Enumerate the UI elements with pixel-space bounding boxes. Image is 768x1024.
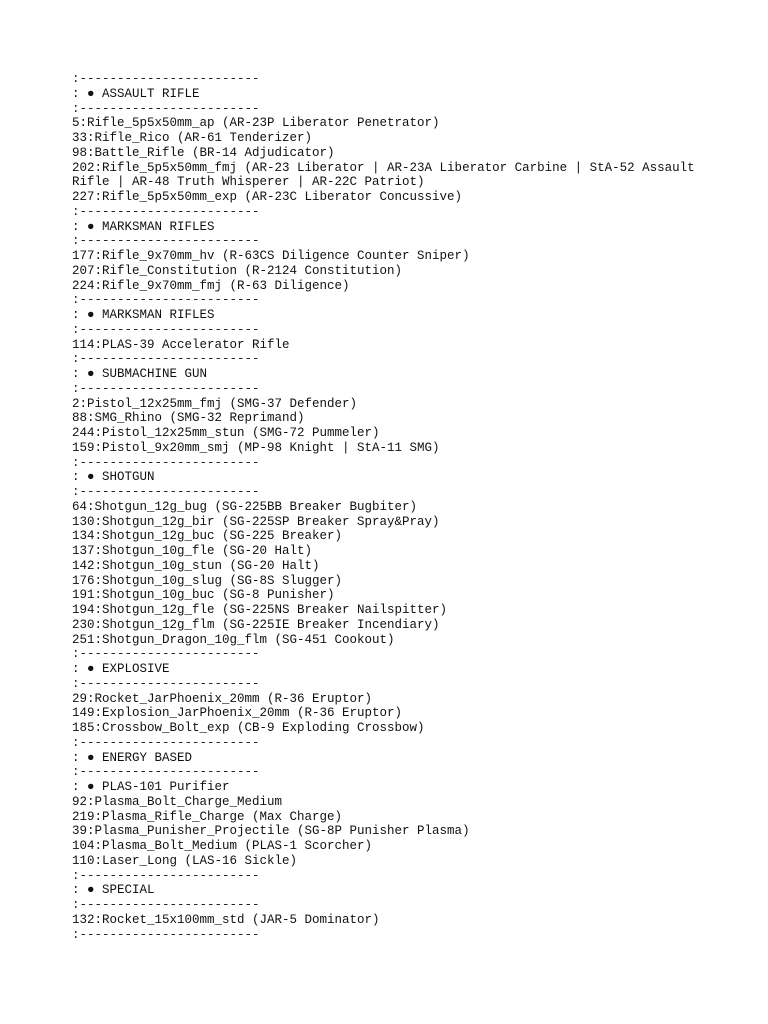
section-divider: :------------------------ (72, 381, 260, 396)
weapon-entry: 104:Plasma_Bolt_Medium (PLAS-1 Scorcher) (72, 839, 373, 853)
weapon-entry: 251:Shotgun_Dragon_10g_flm (SG-451 Cookout) (72, 632, 395, 647)
section-heading: : ● MARKSMAN RIFLES (72, 308, 215, 322)
weapon-entry: 114:PLAS-39 Accelerator Rifle (72, 337, 290, 352)
section-divider: :------------------------ (72, 234, 260, 249)
section-divider: :------------------------ (72, 352, 260, 367)
weapon-entry: 132:Rocket_15x100mm_std (JAR-5 Dominator) (72, 912, 380, 927)
weapon-entry: 5:Rifle_5p5x50mm_ap (AR-23P Liberator Penetrator) (72, 116, 440, 131)
section-divider: :------------------------ (72, 898, 260, 912)
section-divider: :------------------------ (72, 868, 260, 883)
weapon-entry: 29:Rocket_JarPhoenix_20mm (R-36 Eruptor) (72, 691, 373, 706)
weapon-entry: 134:Shotgun_12g_buc (SG-225 Breaker) (72, 529, 343, 544)
weapon-entry: 185:Crossbow_Bolt_exp (CB-9 Exploding Crossbow) (72, 721, 425, 735)
section-divider: :------------------------ (72, 293, 260, 308)
section-heading: : ● ENERGY BASED (72, 750, 193, 765)
weapon-entry: 202:Rifle_5p5x50mm_fmj (AR-23 Liberator | AR-23A Liberator Carbine | StA-52 Assault Rifle | AR-48 Truth Whisperer | AR-22C Patriot) (72, 160, 703, 190)
weapon-entry: 33:Rifle_Rico (AR-61 Tenderizer) (72, 131, 313, 145)
weapon-entry: 137:Shotgun_10g_fle (SG-20 Halt) (72, 544, 313, 558)
weapon-entry: 230:Shotgun_12g_flm (SG-225IE Breaker Incendiary) (72, 617, 440, 632)
section-heading: : ● SHOTGUN (72, 470, 155, 485)
weapon-entry: 39:Plasma_Punisher_Projectile (SG-8P Punisher Plasma) (72, 824, 470, 839)
section-divider: :------------------------ (72, 455, 260, 470)
section-heading: : ● PLAS-101 Purifier (72, 780, 230, 794)
section-heading: : ● ASSAULT RIFLE (72, 86, 200, 101)
weapon-entry: 207:Rifle_Constitution (R-2124 Constitution) (72, 263, 403, 278)
weapon-entry: 64:Shotgun_12g_bug (SG-225BB Breaker Bugbiter) (72, 499, 418, 514)
section-divider: :------------------------ (72, 676, 260, 691)
weapon-entry: 224:Rifle_9x70mm_fmj (R-63 Diligence) (72, 278, 350, 293)
section-heading: : ● EXPLOSIVE (72, 662, 170, 676)
section-divider: :------------------------ (72, 322, 260, 337)
section-divider: :------------------------ (72, 765, 260, 780)
weapon-entry: 191:Shotgun_10g_buc (SG-8 Punisher) (72, 588, 335, 603)
section-divider: :------------------------ (72, 72, 260, 86)
weapon-entry: 130:Shotgun_12g_bir (SG-225SP Breaker Spray&Pray) (72, 514, 440, 529)
weapon-entry: 110:Laser_Long (LAS-16 Sickle) (72, 853, 298, 868)
weapon-entry: 176:Shotgun_10g_slug (SG-8S Slugger) (72, 573, 343, 588)
section-divider: :------------------------ (72, 101, 260, 116)
section-divider: :------------------------ (72, 735, 260, 750)
weapon-entry: 142:Shotgun_10g_stun (SG-20 Halt) (72, 558, 320, 573)
weapon-entry: 2:Pistol_12x25mm_fmj (SMG-37 Defender) (72, 396, 358, 411)
section-divider: :------------------------ (72, 647, 260, 662)
weapon-entry: 219:Plasma_Rifle_Charge (Max Charge) (72, 809, 343, 824)
section-divider: :------------------------ (72, 927, 260, 942)
section-heading: : ● SPECIAL (72, 883, 155, 898)
weapon-entry: 88:SMG_Rhino (SMG-32 Reprimand) (72, 411, 305, 426)
weapon-entry: 159:Pistol_9x20mm_smj (MP-98 Knight | StA-11 SMG) (72, 440, 440, 455)
weapon-entry: 92:Plasma_Bolt_Charge_Medium (72, 794, 283, 809)
section-divider: :------------------------ (72, 485, 260, 499)
section-divider: :------------------------ (72, 204, 260, 219)
weapon-entry: 244:Pistol_12x25mm_stun (SMG-72 Pummeler) (72, 426, 380, 440)
weapon-entry: 98:Battle_Rifle (BR-14 Adjudicator) (72, 145, 335, 160)
weapon-entry: 194:Shotgun_12g_fle (SG-225NS Breaker Nailspitter) (72, 603, 448, 617)
section-heading: : ● SUBMACHINE GUN (72, 367, 208, 381)
weapon-entry: 177:Rifle_9x70mm_hv (R-63CS Diligence Counter Sniper) (72, 249, 470, 263)
weapon-entry: 227:Rifle_5p5x50mm_exp (AR-23C Liberator Concussive) (72, 190, 463, 204)
section-heading: : ● MARKSMAN RIFLES (72, 219, 215, 234)
weapon-entry: 149:Explosion_JarPhoenix_20mm (R-36 Eruptor) (72, 706, 403, 721)
document-body (72, 72, 712, 942)
